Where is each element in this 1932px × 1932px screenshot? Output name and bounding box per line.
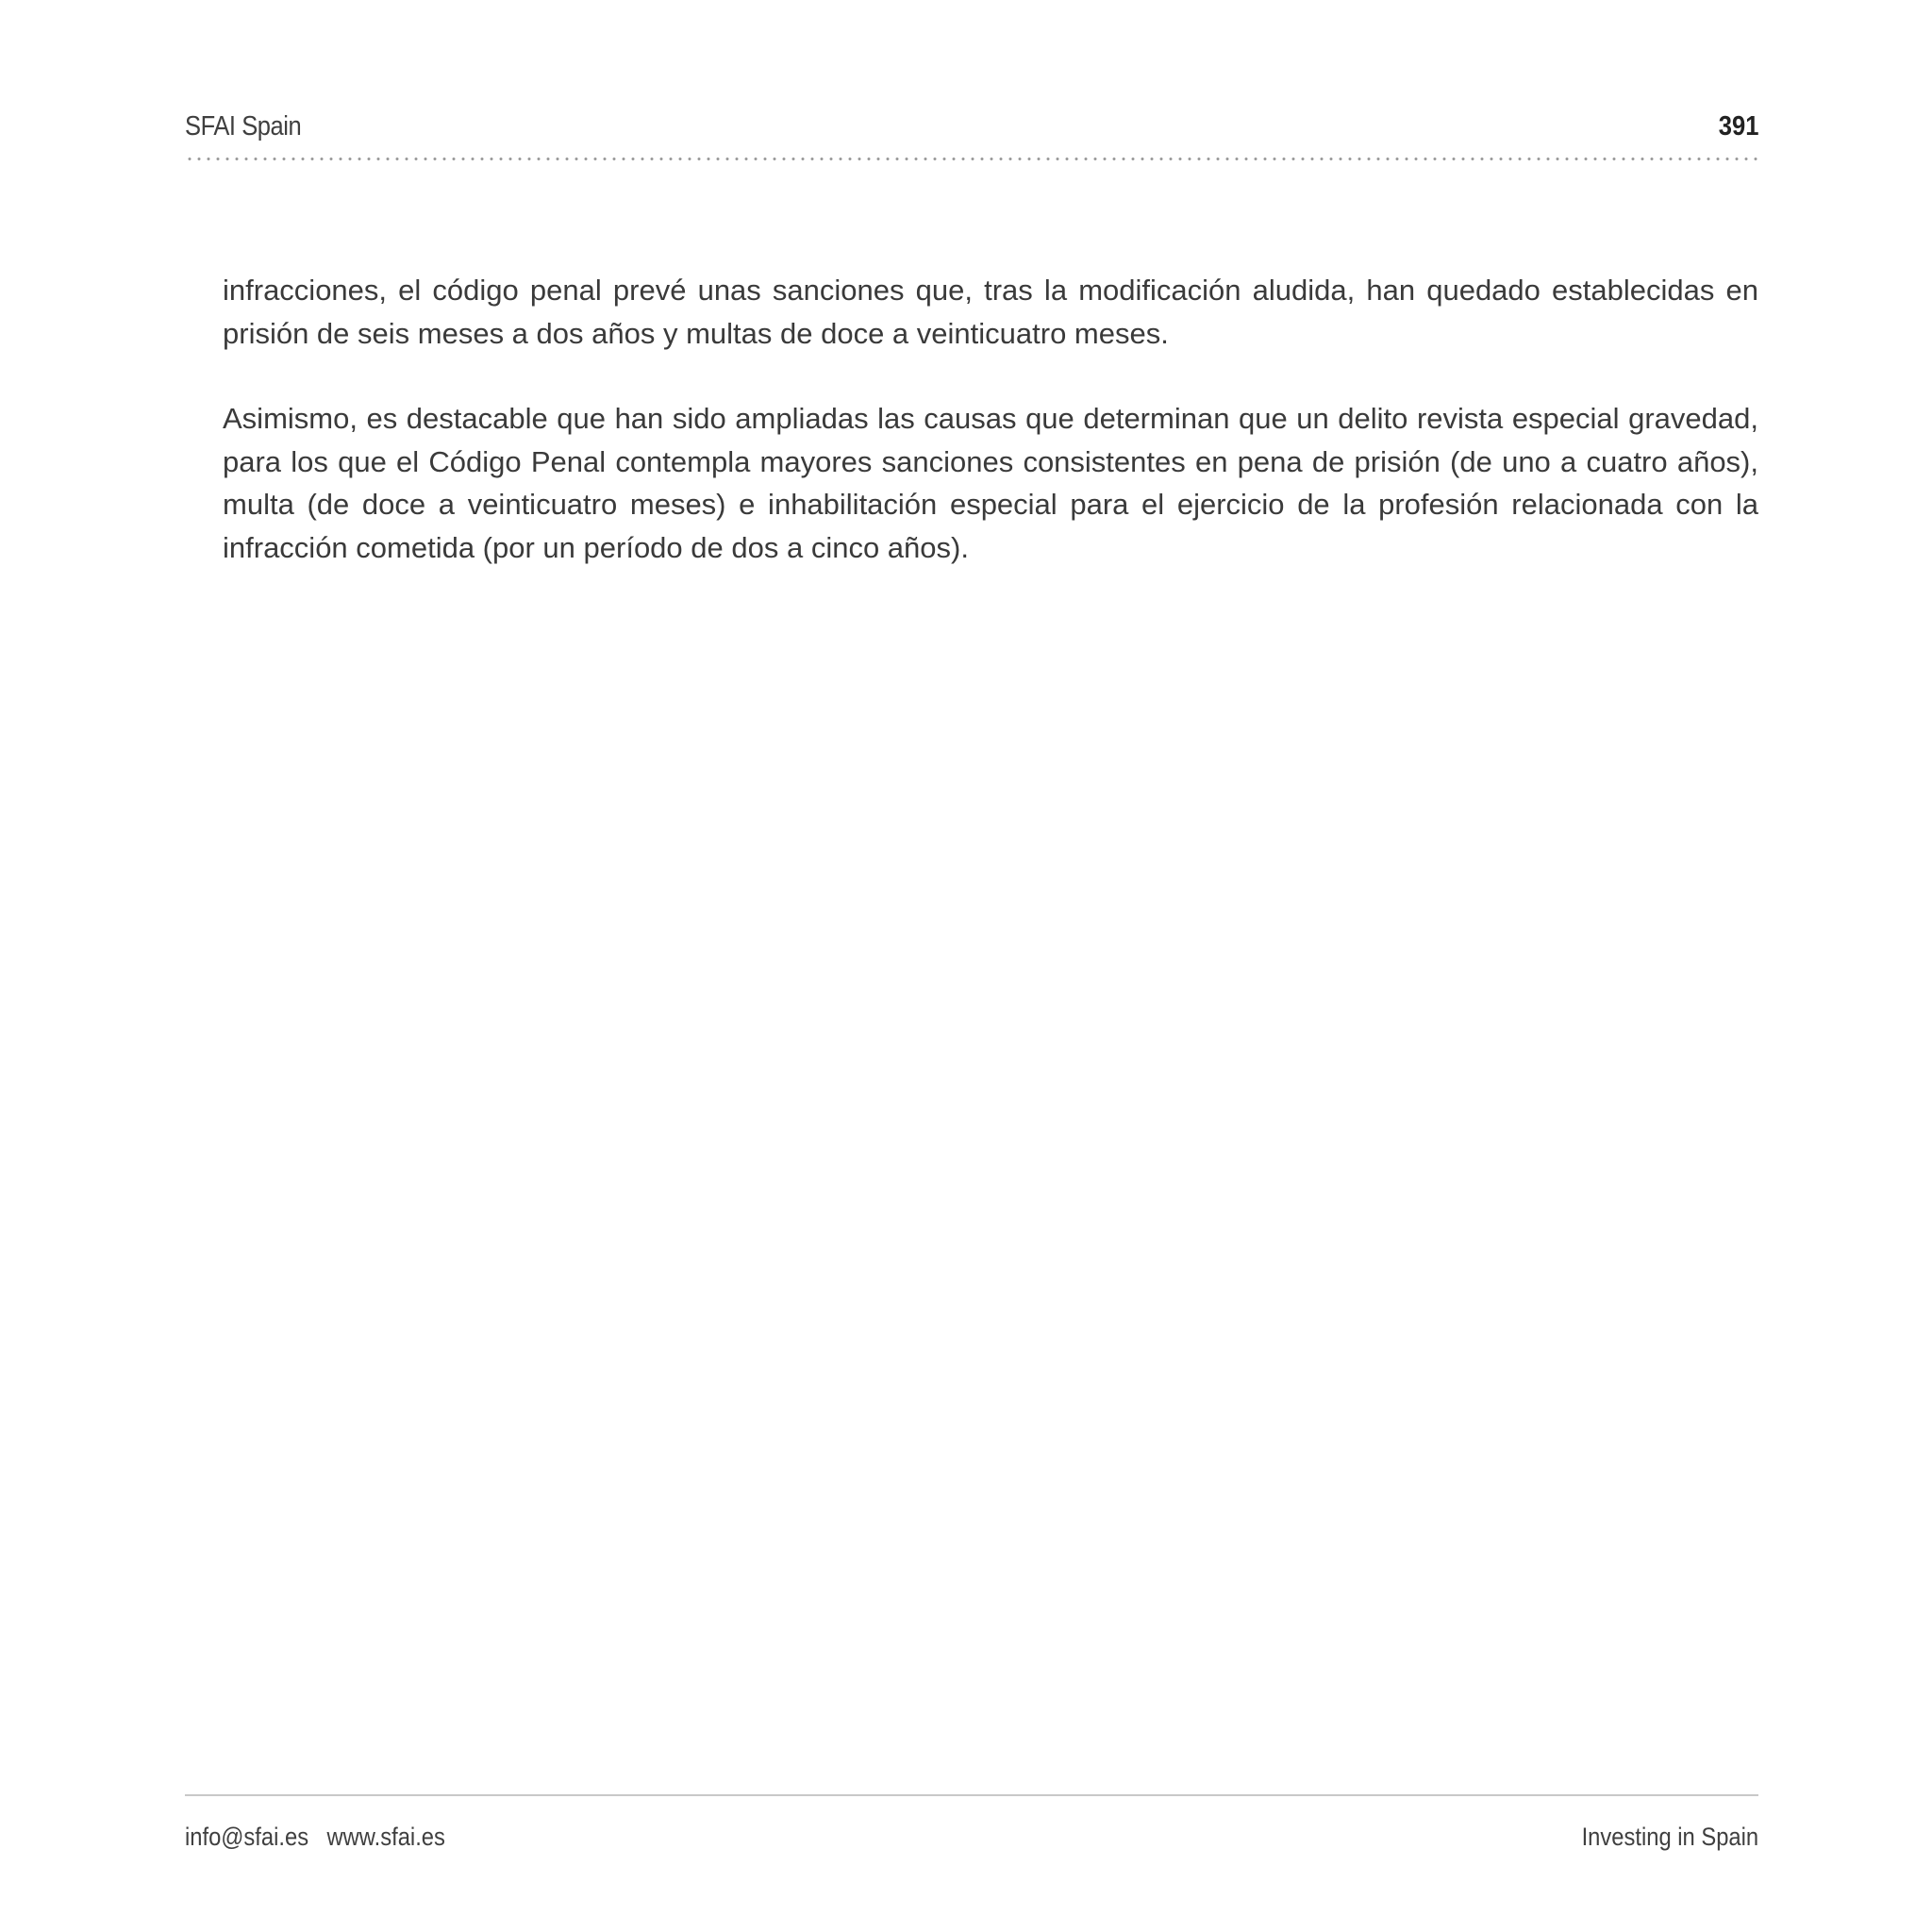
body-text (223, 269, 1758, 611)
footer-contact (185, 1823, 445, 1852)
paragraph-1: infracciones, el código penal prevé unas sanciones que, tras la modificación aludida, han quedado establecidas en prisión de seis meses a dos años y multas de doce a veinticuatro meses. (223, 274, 1758, 350)
header-dotted-divider (185, 158, 1758, 160)
footer-publication-title: Investing in Spain (1581, 1823, 1758, 1851)
page-header (185, 106, 1758, 162)
paragraph-2: Asimismo, es destacable que han sido ampliadas las causas que determinan que un delito revista especial gravedad, para los que el Código Penal contempla mayores sanciones consistentes en pena de prisión (de uno a cuatro años), multa (de doce a veinticuatro meses) e inhabilitación especial para el ejercicio de la profesión relacionada con la infracción cometida (por un período de dos a cinco años). (223, 402, 1758, 564)
page-footer (185, 1823, 1758, 1860)
header-title: SFAI Spain (185, 111, 302, 142)
footer-website: www.sfai.es (326, 1823, 445, 1851)
footer-divider (185, 1794, 1758, 1796)
page-number: 391 (1718, 111, 1758, 142)
footer-email: info@sfai.es (185, 1823, 309, 1851)
